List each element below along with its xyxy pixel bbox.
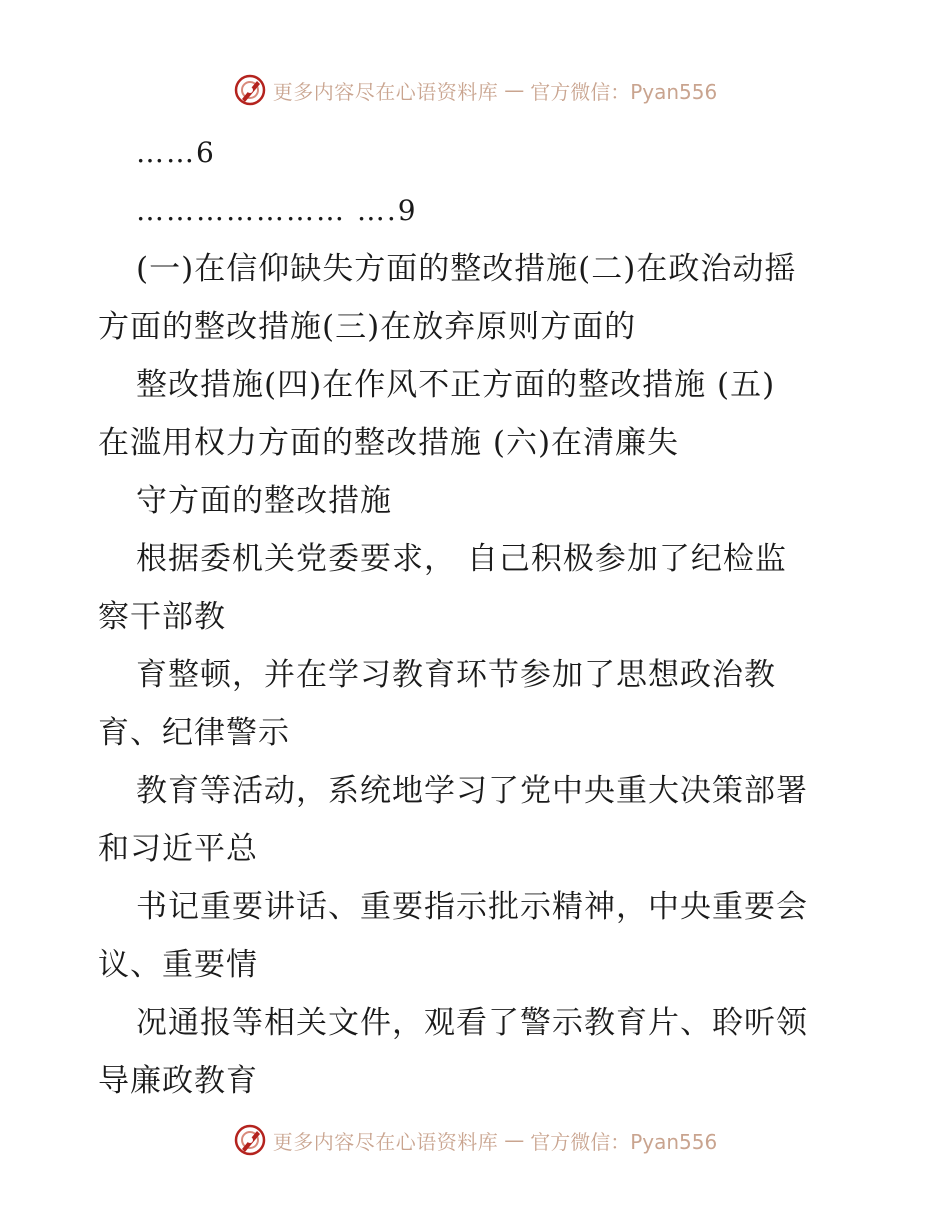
text-line: 整改措施(四)在作风不正方面的整改措施 (五) <box>136 367 776 403</box>
text-line: 方面的整改措施(三)在放弃原则方面的 <box>98 309 637 345</box>
text-line: 察干部教 <box>98 599 226 635</box>
text-line: (一)在信仰缺失方面的整改措施(二)在政治动摇 <box>136 251 797 287</box>
watermark-contact: 官方微信：Pyan556 <box>530 1129 718 1154</box>
text-line: 议、重要情 <box>98 947 258 983</box>
text-line: 根据委机关党委要求， 自己积极参加了纪检监 <box>136 541 787 577</box>
text-line: 教育等活动，系统地学习了党中央重大决策部署 <box>136 773 808 809</box>
text-line: 育整顿，并在学习教育环节参加了思想政治教 <box>136 657 776 693</box>
watermark-brand: 更多内容尽在心语资料库 <box>272 1129 499 1154</box>
watermark-separator: — <box>504 1128 525 1152</box>
watermark-separator: — <box>504 78 525 102</box>
text-line: 书记重要讲话、重要指示批示精神，中央重要会 <box>136 889 808 925</box>
text-line: 导廉政教育 <box>98 1063 258 1099</box>
library-logo-icon <box>233 73 267 107</box>
library-logo-icon <box>233 1123 267 1157</box>
text-line: 育、纪律警示 <box>98 715 290 751</box>
toc-line: ……6 <box>136 136 216 169</box>
footer-watermark <box>0 1120 950 1160</box>
toc-line: ………………… ….9 <box>136 194 418 227</box>
text-line: 守方面的整改措施 <box>136 483 392 519</box>
text-line: 和习近平总 <box>98 831 258 867</box>
text-line: 况通报等相关文件，观看了警示教育片、聆听领 <box>136 1005 808 1041</box>
watermark-contact: 官方微信：Pyan556 <box>530 79 718 104</box>
header-watermark <box>0 70 950 110</box>
watermark-brand: 更多内容尽在心语资料库 <box>272 79 499 104</box>
document-body <box>98 124 858 1110</box>
text-line: 在滥用权力方面的整改措施 (六)在清廉失 <box>98 425 680 461</box>
